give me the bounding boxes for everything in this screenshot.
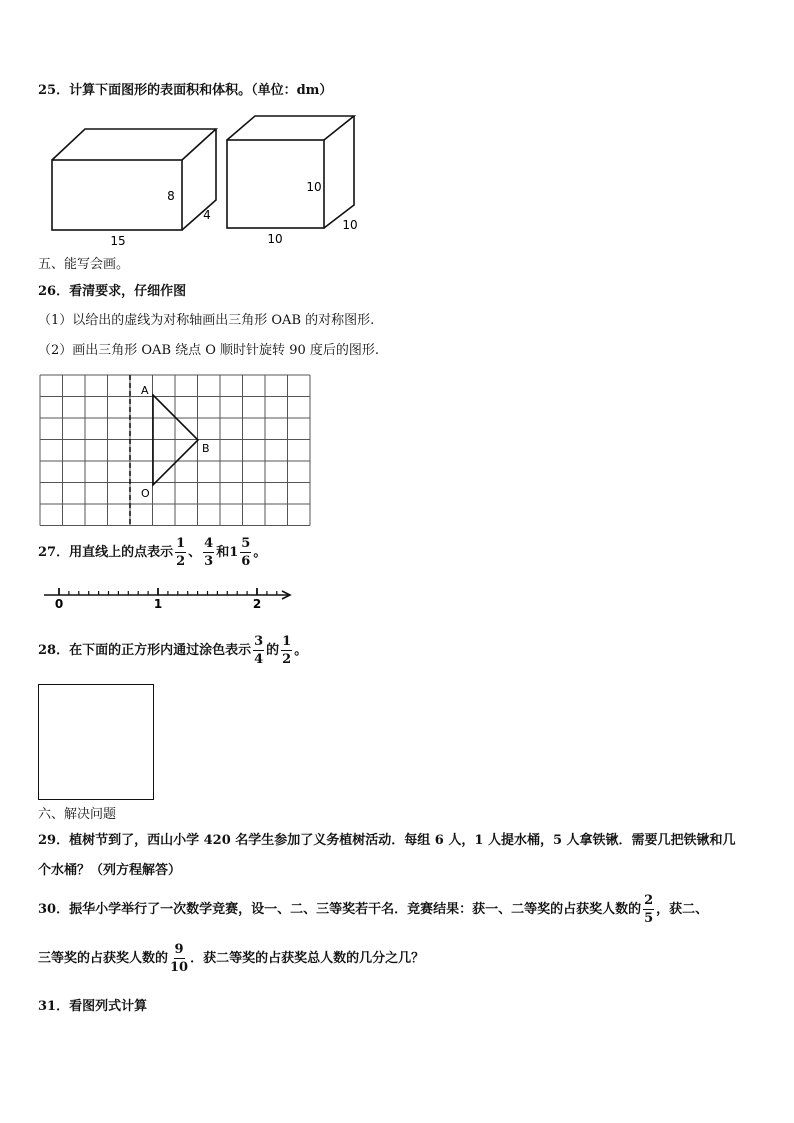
tick-label-2: 2 xyxy=(252,597,262,611)
fraction-5-6: $\frac{5}{6}$ xyxy=(241,536,251,569)
q27-line: 27．用直线上的点表示 $\frac{1}{2}$ 、 $\frac{4}{3}$ 和1 $\frac{5}{6}$ 。 xyxy=(38,536,267,569)
cuboid-height-label: 8 xyxy=(167,189,175,203)
number-line xyxy=(42,582,302,612)
point-b-label: B xyxy=(202,442,210,455)
section5-heading: 五、能写会画。 xyxy=(38,257,130,272)
q28-line: 28．在下面的正方形内通过涂色表示 $\frac{3}{4}$ 的 $\frac{1}{2}$ 。 xyxy=(38,634,308,667)
fraction-9-10: $\frac{9}{10}$ xyxy=(170,942,189,975)
fraction-1-2b: $\frac{1}{2}$ xyxy=(282,634,292,667)
q29-line2: 个水桶？（列方程解答） xyxy=(38,863,182,878)
q30-line1: 30．振华小学举行了一次数学竞赛，设一、二、三等奖若干名．竞赛结果：获一、二等奖的占获奖人数的 $\frac{2}{5}$ ，获二、 xyxy=(38,893,709,926)
q26-part2: （2）画出三角形 OAB 绕点 O 顺时针旋转 90 度后的图形. xyxy=(38,343,379,358)
tick-label-1: 1 xyxy=(153,597,163,611)
fraction-4-3: $\frac{4}{3}$ xyxy=(204,536,214,569)
cube-figure xyxy=(222,108,362,246)
fraction-2-5: $\frac{2}{5}$ xyxy=(644,893,654,926)
cube-depth-label: 10 xyxy=(342,218,358,232)
fraction-3-4: $\frac{3}{4}$ xyxy=(254,634,264,667)
q29-line1: 29．植树节到了，西山小学 420 名学生参加了义务植树活动．每组 6 人，1 人提水桶，5 人拿铁锹．需要几把铁锹和几 xyxy=(38,833,736,848)
point-o-label: O xyxy=(141,487,150,500)
point-a-label: A xyxy=(141,384,149,397)
q30-line2: 三等奖的占获奖人数的 $\frac{9}{10}$ ．获二等奖的占获奖总人数的几分之几？ xyxy=(38,942,425,975)
cube-bottom-label: 10 xyxy=(267,232,283,246)
section6-heading: 六、解决问题 xyxy=(38,807,117,822)
tick-label-0: 0 xyxy=(54,597,64,611)
cuboid-width-label: 4 xyxy=(203,208,211,222)
grid-figure xyxy=(40,375,312,527)
square-box xyxy=(38,684,154,800)
cube-height-label: 10 xyxy=(306,180,322,194)
fraction-1-2: $\frac{1}{2}$ xyxy=(176,536,186,569)
cuboid-length-label: 15 xyxy=(110,234,126,248)
q26-title: 26．看清要求，仔细作图 xyxy=(38,284,187,299)
q31-text: 31．看图列式计算 xyxy=(38,999,148,1014)
q26-part1: （1）以给出的虚线为对称轴画出三角形 OAB 的对称图形. xyxy=(38,313,375,328)
q25-text: 25．计算下面图形的表面积和体积。（单位：dm） xyxy=(38,83,333,98)
